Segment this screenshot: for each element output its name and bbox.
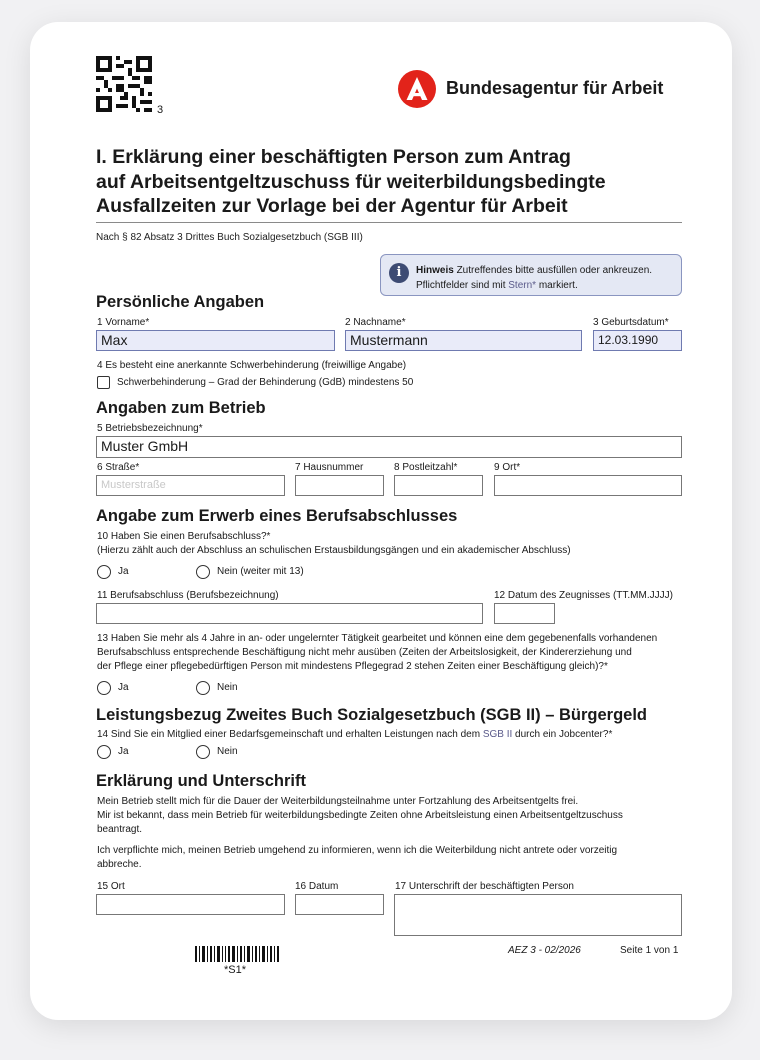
date-label: 16 Datum [295, 881, 339, 892]
last-name-label: 2 Nachname* [345, 317, 406, 328]
q14-yes-label: Ja [118, 746, 129, 757]
first-name-field[interactable]: Max [96, 330, 335, 351]
qr-code [96, 56, 152, 112]
disability-checkbox-label: Schwerbehinderung – Grad der Behinderung (GdB) mindestens 50 [117, 377, 414, 388]
place-label: 15 Ort [97, 881, 125, 892]
q14-text: 14 Sind Sie ein Mitglied einer Bedarfsgemeinschaft und erhalten Leistungen nach dem SGB II durch ein Jobcenter?* [97, 729, 613, 740]
q11-label: 11 Berufsabschluss (Berufsbezeichnung) [97, 590, 279, 601]
street-field[interactable]: Musterstraße [96, 475, 285, 496]
disability-label: 4 Es besteht eine anerkannte Schwerbehinderung (freiwillige Angabe) [97, 360, 407, 371]
brand-name: Bundesagentur für Arbeit [446, 78, 664, 98]
section-heading-company: Angaben zum Betrieb [96, 399, 266, 417]
birthdate-label: 3 Geburtsdatum* [593, 317, 669, 328]
q10-text: 10 Haben Sie einen Berufsabschluss?* (Hierzu zählt auch der Abschluss an schulischen Erstausbildungsgängen und ein akademischer Abschluss) [97, 531, 571, 556]
section-heading-qualification: Angabe zum Erwerb eines Berufsabschlusses [96, 507, 458, 525]
q13-text: 13 Haben Sie mehr als 4 Jahre in an- oder ungelernter Tätigkeit gearbeitet und können eine dem gegebenenfalls vorhandenen Berufsabschluss entsprechende Beschäftigung nicht mehr ausüben (Zeiten der Arbeitslosigkeit, der Kindererziehung und der Pflege einer pflegebedürftigen Person mit mindestens Pflegegrad 2 stehen Zeiten einer Beschäftigung gleich)?* [97, 633, 658, 672]
company-name-label: 5 Betriebsbezeichnung* [97, 423, 203, 434]
title-divider [96, 222, 682, 223]
q13-yes-radio[interactable] [97, 681, 111, 695]
q13-no-radio[interactable] [196, 681, 210, 695]
page-title: I. Erklärung einer beschäftigten Person zum Antrag auf Arbeitsentgeltzuschuss für weiterbildungsbedingte Ausfallzeiten zur Vorlage bei der Agentur für Arbeit [96, 146, 606, 217]
q10-no-label: Nein (weiter mit 13) [217, 566, 304, 577]
date-field[interactable] [295, 894, 384, 915]
first-name-label: 1 Vorname* [97, 317, 150, 328]
declaration-text: Mein Betrieb stellt mich für die Dauer der Weiterbildungsteilnahme unter Fortzahlung des Arbeitsentgelts frei. Mir ist bekannt, dass mein Betrieb für weiterbildungsbedingte Zeiten ohne Arbeitsleistung einen Arbeitsentgeltzuschuss beantragt. Ich verpflichte mich, meinen Betrieb umgehend zu informieren, wenn ich die Weiterbildung nicht antrete oder vorzeitig abbreche. [97, 796, 623, 870]
barcode-icon [195, 946, 279, 962]
zip-field[interactable] [394, 475, 483, 496]
signature-field[interactable] [394, 894, 682, 936]
q13-no-label: Nein [217, 682, 238, 693]
section-heading-benefits: Leistungsbezug Zweites Buch Sozialgesetzbuch (SGB II) – Bürgergeld [96, 706, 647, 724]
city-label: 9 Ort* [494, 462, 521, 473]
q10-yes-radio[interactable] [97, 565, 111, 579]
birthdate-field[interactable]: 12.03.1990 [593, 330, 682, 351]
q14-yes-radio[interactable] [97, 745, 111, 759]
form-code: AEZ 3 - 02/2026 [508, 945, 581, 956]
page-number: Seite 1 von 1 [620, 945, 679, 956]
q10-no-radio[interactable] [196, 565, 210, 579]
legal-basis: Nach § 82 Absatz 3 Drittes Buch Sozialgesetzbuch (SGB III) [96, 232, 363, 243]
street-label: 6 Straße* [97, 462, 140, 473]
signature-label: 17 Unterschrift der beschäftigten Person [395, 881, 574, 892]
last-name-field[interactable]: Mustermann [345, 330, 582, 351]
q14-no-label: Nein [217, 746, 238, 757]
house-number-field[interactable] [295, 475, 384, 496]
ba-logo-icon [398, 70, 436, 108]
q11-field[interactable] [96, 603, 483, 624]
qr-number: 3 [157, 104, 164, 116]
q12-field[interactable] [494, 603, 555, 624]
q14-no-radio[interactable] [196, 745, 210, 759]
zip-label: 8 Postleitzahl* [394, 462, 458, 473]
q12-label: 12 Datum des Zeugnisses (TT.MM.JJJJ) [494, 590, 673, 601]
place-field[interactable] [96, 894, 285, 915]
barcode-text: *S1* [224, 964, 247, 976]
q13-yes-label: Ja [118, 682, 129, 693]
house-number-label: 7 Hausnummer [295, 462, 364, 473]
info-icon: i [389, 263, 409, 283]
disability-checkbox[interactable] [97, 376, 110, 389]
section-heading-declaration: Erklärung und Unterschrift [96, 772, 306, 790]
hint-text: Hinweis Zutreffendes bitte ausfüllen oder ankreuzen. Pflichtfelder sind mit Stern* markiert. [416, 265, 653, 291]
company-name-field[interactable]: Muster GmbH [96, 436, 682, 458]
section-heading-personal: Persönliche Angaben [96, 293, 265, 311]
city-field[interactable] [494, 475, 682, 496]
q10-yes-label: Ja [118, 566, 129, 577]
